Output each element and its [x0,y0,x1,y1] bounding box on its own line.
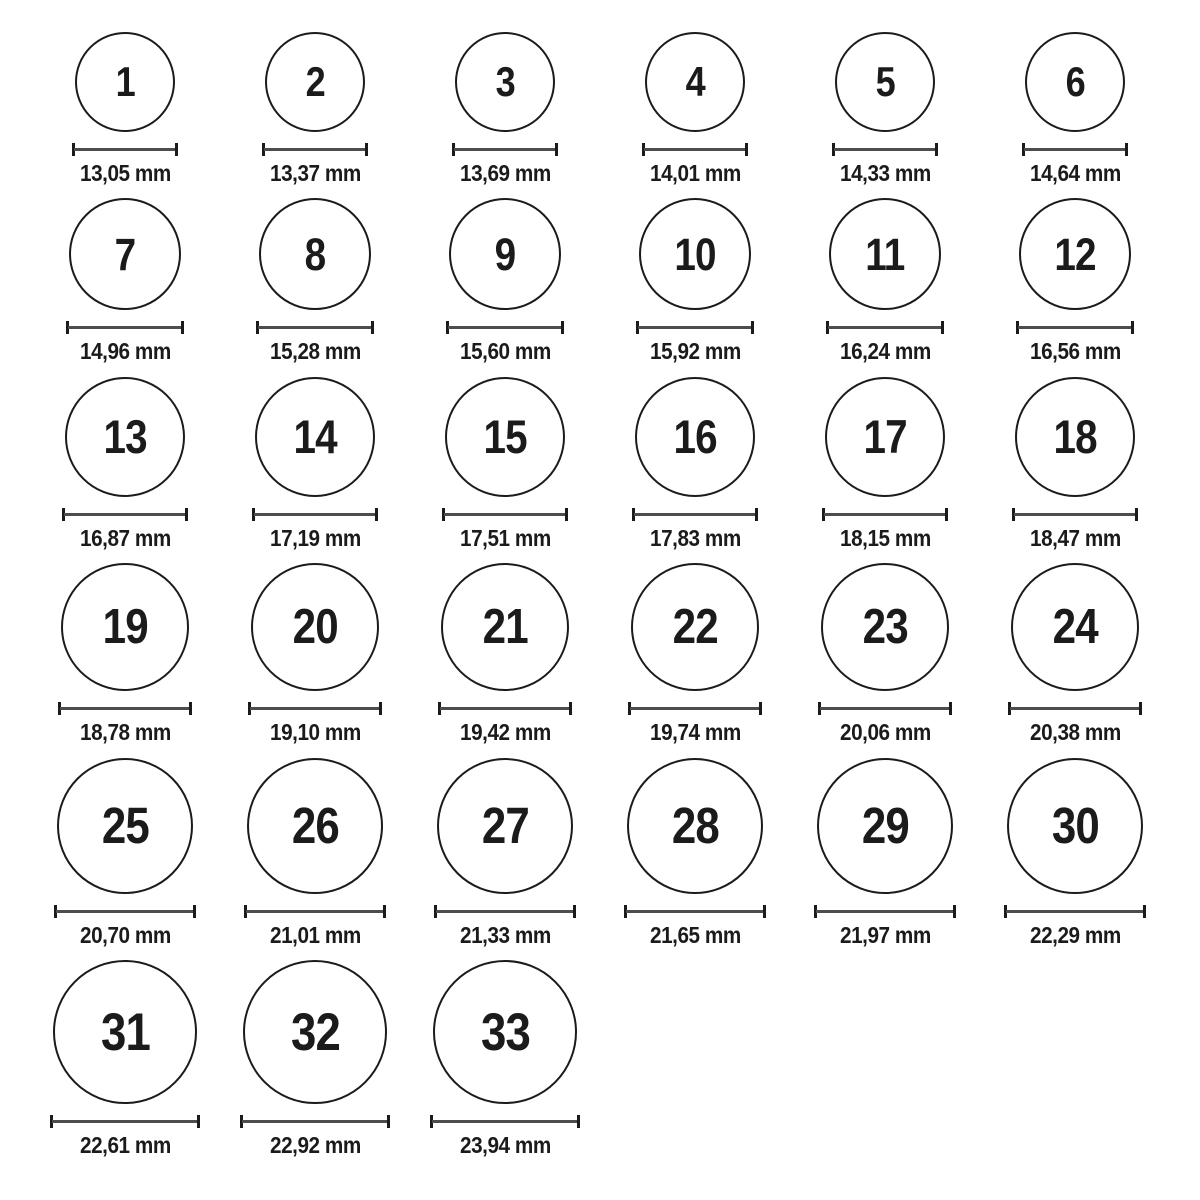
ring-size-cell [410,758,600,948]
ring-size-cell [790,563,980,745]
diameter-measure-line [438,702,572,715]
ring-size-cell [220,563,410,745]
ring-size-cell [220,198,410,364]
diameter-label: 17,19 mm [269,524,361,551]
measure-bar [1024,148,1126,151]
ring-circle [251,563,379,691]
ring-circle [639,198,751,310]
ring-size-cell [600,32,790,186]
diameter-label: 15,92 mm [649,338,741,365]
measure-bar [828,326,942,329]
ring-size-number: 9 [494,228,516,280]
measure-bar [436,910,574,913]
diameter-label: 18,47 mm [1029,524,1121,551]
measure-right-tick [953,905,956,918]
ring-circle [1015,377,1135,497]
measure-right-tick [379,702,382,715]
measure-right-tick [945,508,948,521]
ring-size-cell [600,377,790,551]
ring-size-number: 7 [114,228,136,280]
ring-size-number: 14 [293,410,337,464]
ring-size-number: 3 [495,58,515,105]
ring-circle [631,563,759,691]
diameter-measure-line [66,321,184,334]
diameter-measure-line [628,702,762,715]
ring-size-cell [980,563,1170,745]
diameter-measure-line [58,702,192,715]
diameter-label: 13,37 mm [269,160,361,186]
diameter-label: 16,24 mm [839,338,931,365]
measure-bar [1014,513,1136,516]
diameter-label: 19,42 mm [459,719,551,746]
diameter-label: 20,70 mm [79,921,171,948]
ring-size-number: 30 [1051,797,1099,855]
diameter-measure-line [442,508,568,521]
ring-circle [645,32,745,132]
diameter-label: 21,97 mm [839,921,931,948]
ring-size-cell [790,198,980,364]
ring-size-cell [790,758,980,948]
chart-row [30,758,1170,948]
diameter-label: 14,33 mm [839,160,931,186]
ring-size-number: 1 [115,58,135,105]
ring-circle [57,758,193,894]
diameter-label: 22,92 mm [269,1132,361,1159]
measure-right-tick [1143,905,1146,918]
diameter-label: 17,83 mm [649,524,741,551]
chart-row [30,377,1170,551]
measure-right-tick [573,905,576,918]
ring-size-number: 19 [102,599,148,654]
chart-row [30,563,1170,745]
measure-right-tick [185,508,188,521]
ring-circle [259,198,371,310]
ring-size-cell [30,32,220,186]
measure-bar [254,513,376,516]
measure-right-tick [577,1115,580,1128]
diameter-label: 20,38 mm [1029,719,1121,746]
ring-size-number: 27 [481,797,529,855]
ring-size-number: 10 [674,228,716,280]
ring-circle [265,32,365,132]
measure-right-tick [935,143,938,156]
measure-bar [816,910,954,913]
diameter-label: 19,10 mm [269,719,361,746]
ring-size-cell [790,32,980,186]
measure-right-tick [1131,321,1134,334]
ring-size-number: 25 [101,797,149,855]
ring-circle [449,198,561,310]
measure-bar [246,910,384,913]
ring-circle [1019,198,1131,310]
ring-circle [243,960,387,1104]
chart-row [30,198,1170,364]
ring-size-cell [600,563,790,745]
measure-bar [1018,326,1132,329]
diameter-label: 21,65 mm [649,921,741,948]
measure-right-tick [387,1115,390,1128]
ring-size-number: 32 [290,1002,340,1062]
diameter-measure-line [624,905,766,918]
ring-size-cell [790,377,980,551]
ring-size-cell [980,758,1170,948]
measure-bar [440,707,570,710]
ring-size-cell [220,960,410,1158]
ring-size-number: 17 [863,410,907,464]
ring-circle [247,758,383,894]
measure-right-tick [569,702,572,715]
ring-circle [829,198,941,310]
measure-right-tick [365,143,368,156]
ring-size-cell [410,563,600,745]
measure-bar [68,326,182,329]
measure-bar [56,910,194,913]
ring-size-number: 11 [865,228,905,280]
measure-right-tick [193,905,196,918]
measure-right-tick [375,508,378,521]
measure-right-tick [1125,143,1128,156]
diameter-label: 16,56 mm [1029,338,1121,365]
measure-bar [644,148,746,151]
measure-right-tick [383,905,386,918]
ring-size-cell [220,32,410,186]
ring-size-cell [980,198,1170,364]
measure-right-tick [181,321,184,334]
ring-circle [65,377,185,497]
diameter-measure-line [814,905,956,918]
ring-size-cell [30,960,220,1158]
measure-bar [630,707,760,710]
measure-bar [834,148,936,151]
ring-size-cell [410,32,600,186]
measure-right-tick [759,702,762,715]
diameter-label: 14,01 mm [649,160,741,186]
measure-bar [1006,910,1144,913]
measure-bar [1010,707,1140,710]
ring-size-number: 16 [673,410,717,464]
measure-bar [448,326,562,329]
ring-size-cell [30,198,220,364]
ring-circle [75,32,175,132]
measure-bar [60,707,190,710]
ring-size-number: 12 [1054,228,1096,280]
diameter-label: 23,94 mm [459,1132,551,1159]
diameter-measure-line [1004,905,1146,918]
diameter-label: 14,64 mm [1029,160,1121,186]
measure-right-tick [745,143,748,156]
diameter-measure-line [240,1115,390,1128]
chart-row [30,960,1170,1158]
diameter-measure-line [818,702,952,715]
diameter-measure-line [430,1115,580,1128]
diameter-label: 17,51 mm [459,524,551,551]
measure-bar [64,513,186,516]
ring-circle [635,377,755,497]
diameter-label: 16,87 mm [79,524,171,551]
measure-right-tick [197,1115,200,1128]
diameter-measure-line [252,508,378,521]
ring-size-cell [980,32,1170,186]
diameter-measure-line [54,905,196,918]
ring-size-number: 23 [862,599,908,654]
ring-circle [255,377,375,497]
ring-size-number: 20 [292,599,338,654]
measure-right-tick [763,905,766,918]
measure-right-tick [751,321,754,334]
measure-right-tick [1135,508,1138,521]
measure-bar [626,910,764,913]
diameter-measure-line [636,321,754,334]
ring-size-number: 26 [291,797,339,855]
ring-size-cell [220,758,410,948]
measure-bar [634,513,756,516]
ring-circle [1007,758,1143,894]
diameter-measure-line [826,321,944,334]
ring-size-cell [600,758,790,948]
diameter-measure-line [262,143,368,156]
ring-circle [69,198,181,310]
ring-size-number: 31 [100,1002,150,1062]
measure-right-tick [561,321,564,334]
diameter-measure-line [822,508,948,521]
diameter-label: 21,01 mm [269,921,361,948]
ring-size-number: 5 [875,58,895,105]
diameter-label: 13,69 mm [459,160,551,186]
diameter-label: 15,60 mm [459,338,551,365]
ring-size-cell [410,960,600,1158]
measure-bar [820,707,950,710]
diameter-label: 15,28 mm [269,338,361,365]
ring-size-number: 29 [861,797,909,855]
diameter-measure-line [642,143,748,156]
measure-bar [52,1120,198,1123]
ring-circle [825,377,945,497]
ring-circle [1011,563,1139,691]
ring-circle [455,32,555,132]
measure-right-tick [755,508,758,521]
ring-size-number: 6 [1065,58,1085,105]
chart-row [30,32,1170,186]
ring-size-number: 21 [482,599,528,654]
ring-size-number: 15 [483,410,527,464]
ring-circle [441,563,569,691]
measure-right-tick [371,321,374,334]
ring-size-cell [410,198,600,364]
measure-bar [454,148,556,151]
diameter-label: 20,06 mm [839,719,931,746]
measure-right-tick [175,143,178,156]
ring-size-number: 2 [305,58,325,105]
measure-right-tick [189,702,192,715]
ring-size-cell [410,377,600,551]
ring-size-number: 13 [103,410,147,464]
diameter-measure-line [72,143,178,156]
diameter-label: 18,15 mm [839,524,931,551]
diameter-measure-line [446,321,564,334]
diameter-measure-line [1016,321,1134,334]
diameter-measure-line [434,905,576,918]
measure-bar [432,1120,578,1123]
ring-circle [445,377,565,497]
diameter-measure-line [1012,508,1138,521]
ring-size-number: 8 [304,228,326,280]
diameter-label: 22,29 mm [1029,921,1121,948]
measure-bar [264,148,366,151]
ring-circle [627,758,763,894]
ring-circle [817,758,953,894]
ring-circle [61,563,189,691]
measure-right-tick [1139,702,1142,715]
diameter-label: 18,78 mm [79,719,171,746]
measure-right-tick [941,321,944,334]
ring-size-number: 18 [1053,410,1097,464]
diameter-measure-line [1008,702,1142,715]
diameter-measure-line [452,143,558,156]
measure-right-tick [949,702,952,715]
measure-right-tick [555,143,558,156]
ring-circle [53,960,197,1104]
ring-size-cell [30,758,220,948]
ring-size-cell [980,377,1170,551]
ring-size-cell [220,377,410,551]
ring-size-number: 28 [671,797,719,855]
ring-size-cell [30,563,220,745]
measure-bar [824,513,946,516]
diameter-measure-line [256,321,374,334]
measure-bar [250,707,380,710]
diameter-measure-line [62,508,188,521]
ring-size-cell [30,377,220,551]
ring-size-number: 4 [685,58,705,105]
diameter-label: 19,74 mm [649,719,741,746]
diameter-measure-line [1022,143,1128,156]
ring-size-number: 24 [1052,599,1098,654]
diameter-measure-line [248,702,382,715]
measure-bar [258,326,372,329]
diameter-label: 13,05 mm [79,160,171,186]
ring-circle [1025,32,1125,132]
ring-circle [835,32,935,132]
diameter-label: 22,61 mm [79,1132,171,1159]
ring-size-number: 22 [672,599,718,654]
diameter-measure-line [244,905,386,918]
ring-circle [437,758,573,894]
diameter-label: 14,96 mm [79,338,171,365]
measure-bar [242,1120,388,1123]
diameter-label: 21,33 mm [459,921,551,948]
ring-circle [433,960,577,1104]
measure-bar [638,326,752,329]
diameter-measure-line [832,143,938,156]
ring-size-number: 33 [480,1002,530,1062]
measure-right-tick [565,508,568,521]
measure-bar [74,148,176,151]
measure-bar [444,513,566,516]
diameter-measure-line [50,1115,200,1128]
diameter-measure-line [632,508,758,521]
ring-size-cell [600,198,790,364]
ring-circle [821,563,949,691]
